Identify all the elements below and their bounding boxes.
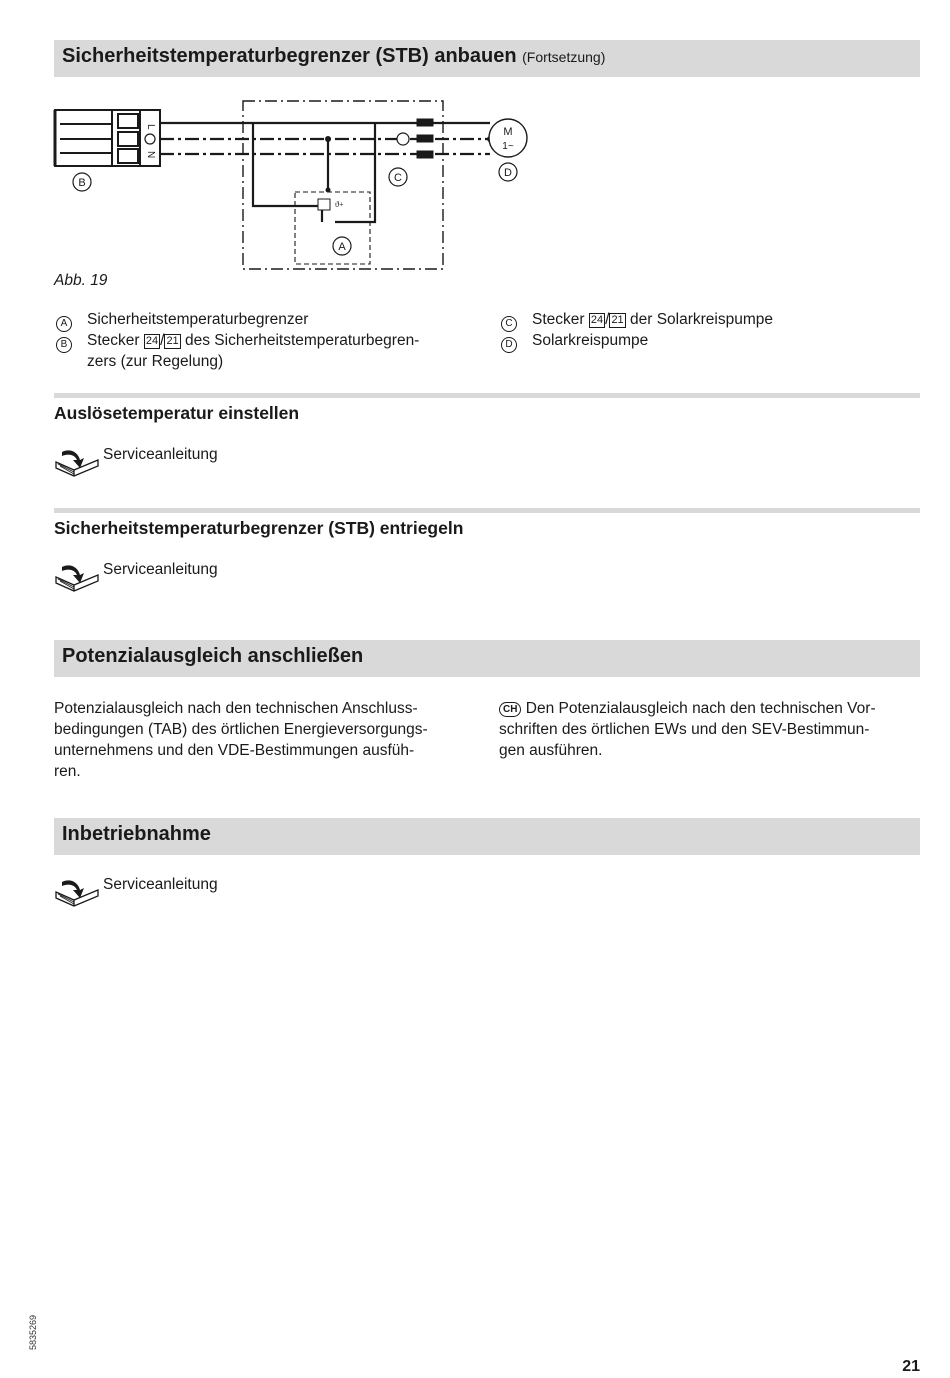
text-line: Potenzialausgleich nach den technischen Anschluss-	[54, 700, 418, 717]
wiring-diagram	[50, 96, 540, 276]
service-manual-icon	[54, 446, 102, 482]
plug-b	[55, 110, 160, 166]
figure-caption: Abb. 19	[54, 272, 108, 289]
pin-n-label: N	[145, 151, 156, 159]
label-a: A	[338, 241, 346, 253]
legend-line2-b: zers (zur Regelung)	[87, 353, 224, 370]
text-line: schriften des örtlichen EWs und den SEV-Bestimmun-	[499, 721, 870, 738]
legend-text-a: Sicherheitstemperaturbegrenzer	[87, 311, 309, 328]
section-title-entriegeln: Sicherheitstemperaturbegrenzer (STB) entriegeln	[54, 518, 464, 538]
legend-prefix-c: Stecker	[532, 311, 585, 328]
legend-key-d: D	[501, 337, 517, 353]
ch-country-badge: CH	[499, 702, 521, 717]
service-manual-label: Serviceanleitung	[103, 876, 218, 893]
service-manual-icon	[54, 561, 102, 597]
section-header-band	[54, 818, 920, 855]
page-title: Sicherheitstemperaturbegrenzer (STB) anbauen (Fortsetzung)	[62, 45, 606, 67]
section-rule	[54, 393, 920, 398]
service-manual-label: Serviceanleitung	[103, 446, 218, 463]
plug-c	[417, 119, 433, 158]
legend-suffix-c: der Solarkreispumpe	[630, 311, 774, 328]
text-line: gen ausführen.	[499, 742, 603, 759]
label-d: D	[504, 167, 512, 179]
potenzial-text-left	[54, 698, 474, 782]
motor-label-m: M	[503, 126, 513, 138]
stb-sensor	[318, 199, 330, 210]
page-subtitle: (Fortsetzung)	[522, 49, 606, 65]
label-c: C	[394, 172, 402, 184]
section-header-band	[54, 40, 920, 77]
section-title-potenzial: Potenzialausgleich anschließen	[62, 645, 364, 667]
stb-device-box	[295, 192, 370, 264]
potenzial-text-right	[499, 698, 920, 761]
text-line: bedingungen (TAB) des örtlichen Energieversorgungs-	[54, 721, 428, 738]
connector-21-c: 21	[611, 314, 624, 326]
legend-sep-c: /	[605, 311, 610, 328]
page-number: 21	[902, 1358, 920, 1375]
legend-key-b: B	[56, 337, 72, 353]
stb-symbol: ϑ+	[335, 200, 344, 209]
text-line: Den Potenzialausgleich nach den technischen Vor-	[525, 700, 876, 717]
junction-dot-1	[325, 136, 331, 142]
section-title-ausloese: Auslösetemperatur einstellen	[54, 403, 300, 423]
service-manual-label: Serviceanleitung	[103, 561, 218, 578]
connector-24-b: 24	[145, 335, 159, 347]
doc-number: 5835269	[28, 1314, 38, 1350]
legend-sep-b: /	[160, 332, 165, 349]
connector-24-c: 24	[590, 314, 604, 326]
legend-text-d: Solarkreispumpe	[532, 332, 649, 349]
label-b: B	[78, 177, 86, 189]
legend-key-c: C	[501, 316, 517, 332]
text-line: unternehmens und den VDE-Bestimmungen ausfüh-	[54, 742, 415, 759]
service-manual-icon	[54, 876, 102, 912]
earth-symbol-c	[397, 133, 409, 145]
legend-key-a: A	[56, 316, 72, 332]
legend-suffix-b: des Sicherheitstemperaturbegren-	[185, 332, 420, 349]
pin-l-label: L	[145, 124, 156, 130]
earth-symbol-b	[145, 134, 155, 144]
section-rule	[54, 508, 920, 513]
legend-prefix-b: Stecker	[87, 332, 140, 349]
motor-label-phase: 1~	[502, 141, 514, 152]
section-title-inbetrieb: Inbetriebnahme	[62, 823, 211, 845]
text-line: ren.	[54, 763, 81, 780]
section-header-band	[54, 640, 920, 677]
junction-dot-2	[326, 188, 331, 193]
connector-21-b: 21	[166, 335, 179, 347]
